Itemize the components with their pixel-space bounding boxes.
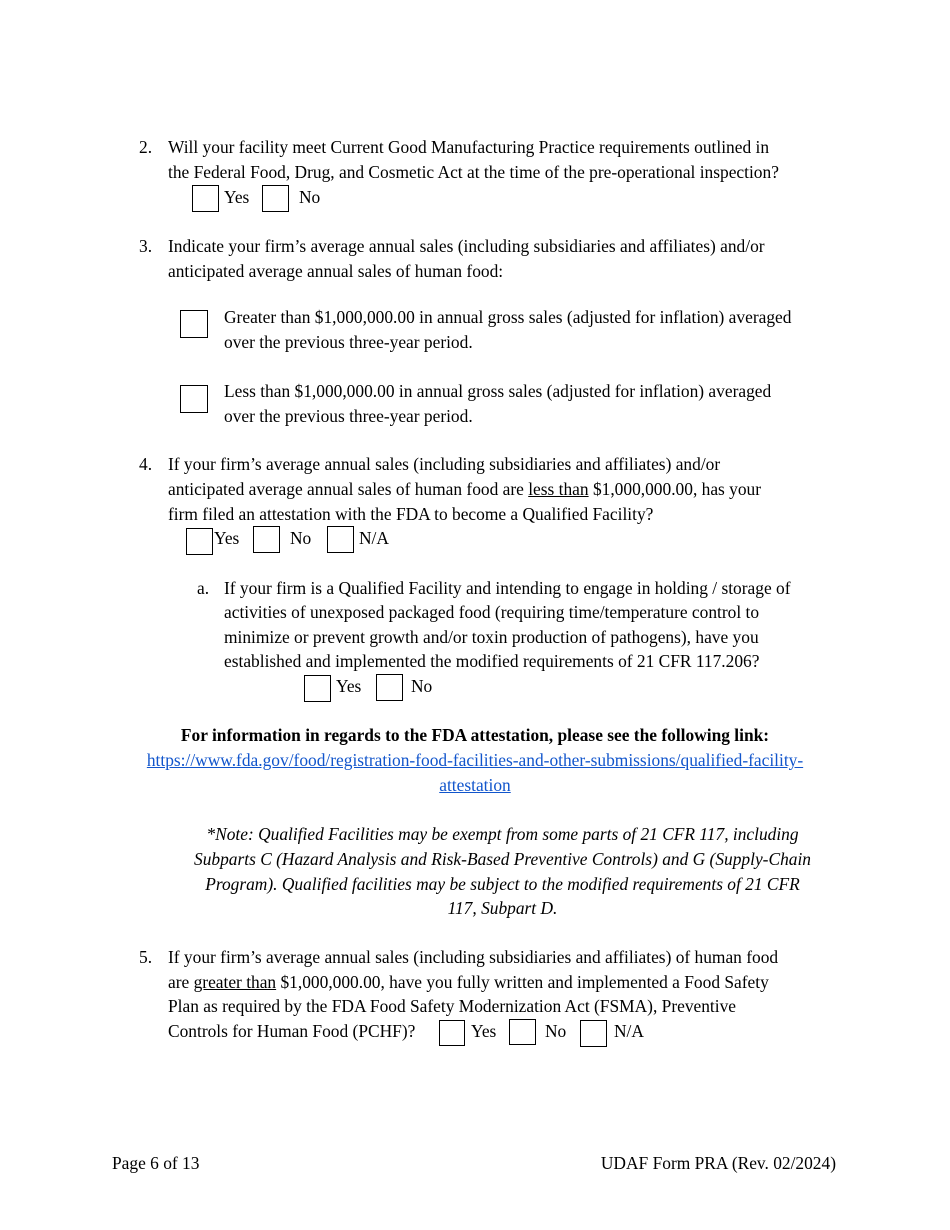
question-2-line-1: Will your facility meet Current Good Manufacturing Practice requirements outlined in — [168, 137, 770, 157]
note-line-4: 117, Subpart D. — [447, 898, 558, 918]
question-5-line-2-pre: are — [168, 972, 194, 992]
question-4-line-3: firm filed an attestation with the FDA to become a Qualified Facility? — [168, 504, 654, 524]
question-5-line-3: Plan as required by the FDA Food Safety Modernization Act (FSMA), Preventive — [168, 996, 737, 1016]
q4-yes-label: Yes — [214, 528, 240, 548]
question-number: 2. — [139, 137, 153, 157]
attestation-link-continued[interactable]: attestation — [439, 775, 511, 795]
q4a-no-label: No — [411, 676, 433, 696]
sub-question-a-line-2: activities of unexposed packaged food (requiring time/temperature control to — [224, 602, 760, 622]
attestation-link[interactable]: https://www.fda.gov/food/registration-food-facilities-and-other-submissions/qualified-facility- — [146, 750, 804, 770]
question-4-line-2 — [168, 477, 848, 502]
note-line-1: *Note: Qualified Facilities may be exempt from some parts of 21 CFR 117, including — [206, 824, 799, 844]
attestation-link-line-1[interactable] — [0, 748, 950, 773]
q5-na-label: N/A — [614, 1021, 644, 1041]
question-number: 4. — [139, 454, 153, 474]
q5-yes-checkbox[interactable] — [439, 1020, 465, 1046]
sales-less-line-1: Less than $1,000,000.00 in annual gross sales (adjusted for inflation) averaged — [224, 381, 772, 401]
sales-greater-line-1: Greater than $1,000,000.00 in annual gross sales (adjusted for inflation) averaged — [224, 307, 792, 327]
q4-no-checkbox[interactable] — [253, 526, 280, 553]
question-number: 5. — [139, 947, 153, 967]
attestation-link-line-2[interactable] — [0, 773, 950, 798]
question-2-line-2: the Federal Food, Drug, and Cosmetic Act at the time of the pre-operational inspection? — [168, 162, 779, 182]
question-4-line-2-post: $1,000,000.00, has your — [588, 479, 762, 499]
note-line-2: Subparts C (Hazard Analysis and Risk-Based Preventive Controls) and G (Supply-Chain — [194, 849, 811, 869]
sub-question-a-line-3: minimize or prevent growth and/or toxin production of pathogens), have you — [224, 627, 759, 647]
sales-greater-checkbox[interactable] — [180, 310, 208, 338]
sub-question-letter: a. — [197, 578, 210, 598]
sales-less-checkbox[interactable] — [180, 385, 208, 413]
question-4-line-2-pre: anticipated average annual sales of human food are — [168, 479, 529, 499]
sub-question-a-line-4: established and implemented the modified requirements of 21 CFR 117.206? — [224, 651, 760, 671]
sub-question-a-line-1: If your firm is a Qualified Facility and intending to engage in holding / storage of — [224, 578, 791, 598]
note-line-3: Program). Qualified facilities may be subject to the modified requirements of 21 CFR — [205, 874, 800, 894]
q4-na-checkbox[interactable] — [327, 526, 354, 553]
question-5-line-1: If your firm’s average annual sales (including subsidiaries and affiliates) of human food — [168, 947, 779, 967]
question-number: 3. — [139, 236, 153, 256]
page-number: Page 6 of 13 — [112, 1153, 200, 1173]
q4-na-label: N/A — [359, 528, 389, 548]
question-3-line-1: Indicate your firm’s average annual sales (including subsidiaries and affiliates) and/or — [168, 236, 765, 256]
q5-na-checkbox[interactable] — [580, 1020, 607, 1047]
q2-no-label: No — [299, 187, 321, 207]
q4-no-label: No — [290, 528, 312, 548]
question-4-line-1: If your firm’s average annual sales (including subsidiaries and affiliates) and/or — [168, 454, 721, 474]
q4a-no-checkbox[interactable] — [376, 674, 403, 701]
sales-greater-line-2: over the previous three-year period. — [224, 332, 473, 352]
q4a-yes-checkbox[interactable] — [304, 675, 331, 702]
question-5-line-2-post: $1,000,000.00, have you fully written and implemented a Food Safety — [276, 972, 769, 992]
q5-no-label: No — [545, 1021, 567, 1041]
attestation-info-heading: For information in regards to the FDA attestation, please see the following link: — [180, 725, 770, 745]
q4a-yes-label: Yes — [336, 676, 362, 696]
q2-yes-label: Yes — [224, 187, 250, 207]
sales-less-line-2: over the previous three-year period. — [224, 406, 473, 426]
q5-yes-label: Yes — [471, 1021, 497, 1041]
question-3-line-2: anticipated average annual sales of human food: — [168, 261, 504, 281]
less-than-emphasis: less than — [528, 479, 589, 499]
q5-no-checkbox[interactable] — [509, 1019, 536, 1045]
form-identifier: UDAF Form PRA (Rev. 02/2024) — [600, 1153, 836, 1173]
q2-yes-checkbox[interactable] — [192, 185, 219, 212]
q2-no-checkbox[interactable] — [262, 185, 289, 212]
question-5-line-2 — [168, 970, 848, 995]
q4-yes-checkbox[interactable] — [186, 528, 213, 555]
greater-than-emphasis: greater than — [193, 972, 277, 992]
question-5-line-4: Controls for Human Food (PCHF)? — [168, 1021, 416, 1041]
